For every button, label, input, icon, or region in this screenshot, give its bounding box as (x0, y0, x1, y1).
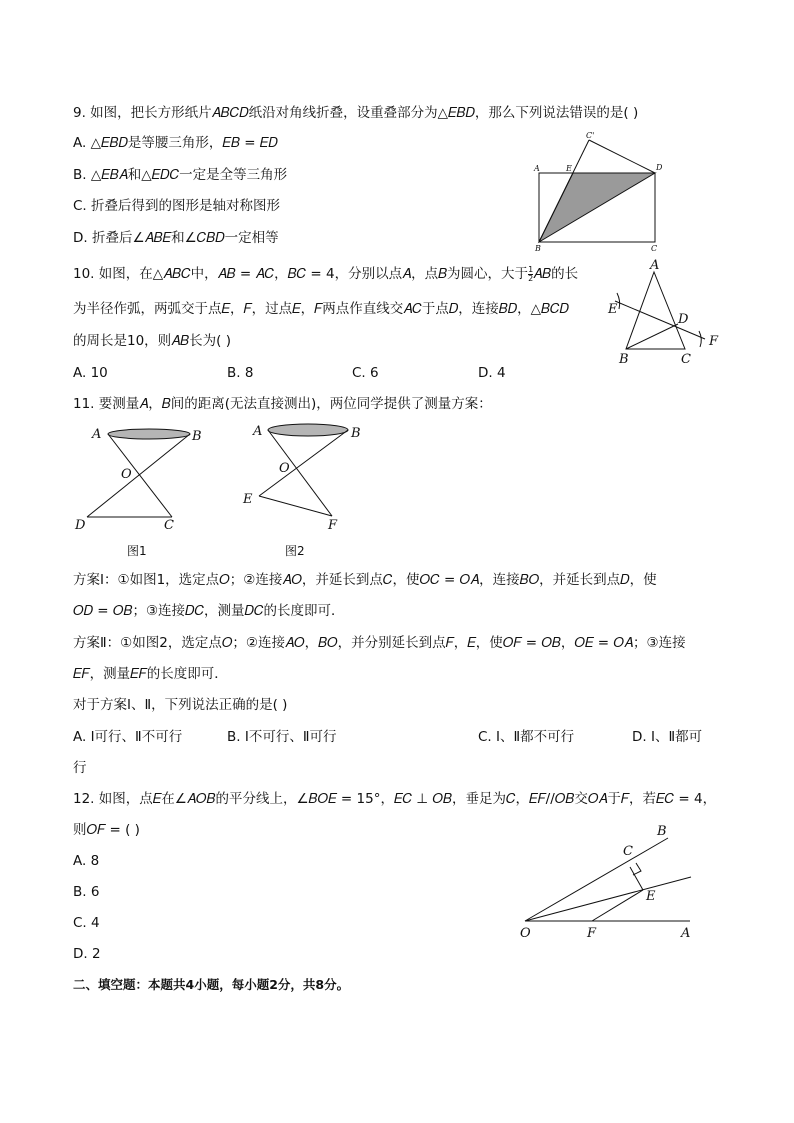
q10-option-a: A. 10 (73, 365, 108, 381)
q10-arc-f (699, 331, 701, 347)
q11-fig2-label-f: F (328, 518, 338, 533)
q11-fig1-label-c: C (164, 518, 174, 533)
q10-line1-before: 10. 如图，在△𝐴𝐵𝐶中，𝐴𝐵 = 𝐴𝐶，𝐵𝐶 = 4，分别以点𝐴，点𝐵为圆心，大于 (73, 266, 529, 282)
q11-fig1-label-b: B (192, 429, 202, 444)
q9-option-c: C. 折叠后得到的图形是轴对称图形 (73, 198, 281, 214)
q11-fig2-label-e: E (243, 492, 253, 507)
q12-label-o: O (520, 926, 531, 941)
q11-fig2-line-be (259, 430, 348, 496)
q11-fig1-line-bd (87, 434, 190, 517)
q11-fig1-label-a: A (92, 427, 102, 442)
q12-label-a: A (681, 926, 691, 941)
q10-label-d: D (678, 312, 689, 327)
q11-plan1-line1: 方案Ⅰ：①如图1，选定点𝑂；②连接𝐴𝑂，并延长到点𝐶，使𝑂𝐶 = 𝑂𝐴，连接𝐵𝑂，并延长到点𝐷，使 (73, 572, 657, 588)
q11-fig2-caption: 图2 (285, 544, 305, 558)
q12-line1: 12. 如图，点𝐸在∠𝐴𝑂𝐵的平分线上，∠𝐵𝑂𝐸 = 15°，𝐸𝐶 ⊥ 𝑂𝐵，垂足为𝐶，𝐸𝐹//𝑂𝐵交𝑂𝐴于𝐹，若𝐸𝐶 = 4， (73, 791, 717, 807)
q11-option-d-wrap: 行 (73, 760, 87, 776)
q9-fold-line-cd (589, 140, 655, 173)
q10-perpendicular-ef (615, 301, 705, 339)
q12-segment-fe (592, 890, 643, 921)
q11-fig1-caption: 图1 (127, 544, 147, 558)
q11-figure-2 (240, 420, 380, 562)
q12-label-b: B (657, 824, 667, 839)
q10-line2: 为半径作弧，两弧交于点𝐸，𝐹，过点𝐸，𝐹两点作直线交𝐴𝐶于点𝐷，连接𝐵𝐷，△𝐵𝐶𝐷 (73, 301, 569, 317)
q10-triangle-abc (626, 272, 685, 349)
q9-label-d: D (656, 163, 663, 172)
q11-stem: 11. 要测量𝐴，𝐵间的距离(无法直接测出)，两位同学提供了测量方案： (73, 396, 492, 412)
q9-option-b: B. △𝐸𝐵𝐴和△𝐸𝐷𝐶一定是全等三角形 (73, 167, 288, 183)
q11-fig1-label-d: D (75, 518, 86, 533)
q11-fig2-line-ae (259, 430, 268, 496)
q10-option-b: B. 8 (227, 365, 254, 381)
q9-label-a: A (534, 164, 540, 173)
q9-option-d: D. 折叠后∠𝐴𝐵𝐸和∠𝐶𝐵𝐷一定相等 (73, 230, 279, 246)
q9-label-c-prime: C' (586, 131, 595, 140)
q12-option-d: D. 2 (73, 946, 101, 962)
q10-label-a: A (650, 258, 660, 273)
q10-figure (605, 255, 725, 370)
q11-fig2-line-af (268, 430, 332, 516)
q10-frac-num: 1 (528, 264, 534, 274)
q11-fig2-label-b: B (351, 426, 361, 441)
q9-label-c: C (651, 244, 658, 253)
q12-line2: 则𝑂𝐹 = ( ) (73, 822, 140, 838)
q10-label-e: E (608, 302, 618, 317)
q11-fig2-ellipse (268, 424, 348, 436)
q12-option-c: C. 4 (73, 915, 100, 931)
q10-line1 (73, 264, 578, 284)
q12-option-a: A. 8 (73, 853, 100, 869)
q10-label-b: B (619, 352, 629, 367)
q10-line3: 的周长是10，则𝐴𝐵长为( ) (73, 333, 231, 349)
q9-label-b: B (535, 244, 541, 253)
q11-fig2-label-a: A (253, 424, 263, 439)
q10-label-f: F (709, 334, 719, 349)
q11-plan2-line2: 𝐸𝐹，测量𝐸𝐹的长度即可． (73, 666, 228, 682)
q9-stem: 9. 如图，把长方形纸片𝐴𝐵𝐶𝐷纸沿对角线折叠，设重叠部分为△𝐸𝐵𝐷，那么下列说法错误的是( ) (73, 105, 639, 121)
q10-label-c: C (681, 352, 691, 367)
q10-line1-after: 𝐴𝐵的长 (533, 266, 579, 282)
q12-label-e: E (646, 889, 656, 904)
q10-option-c: C. 6 (352, 365, 379, 381)
q11-option-a: A. Ⅰ可行、Ⅱ不可行 (73, 729, 183, 745)
q11-fig1-ellipse (108, 429, 190, 439)
q12-label-f: F (587, 926, 597, 941)
q12-right-angle-mark (633, 863, 641, 875)
q10-frac-den: 2 (528, 273, 534, 283)
q9-option-a: A. △𝐸𝐵𝐷是等腰三角形，𝐸𝐵 = 𝐸𝐷 (73, 135, 278, 151)
q11-fig2-label-o: O (279, 461, 290, 476)
q11-fig2-line-ef (259, 496, 332, 516)
q11-question: 对于方案Ⅰ、Ⅱ，下列说法正确的是( ) (73, 697, 288, 713)
q11-plan1-line2: 𝑂𝐷 = 𝑂𝐵；③连接𝐷𝐶，测量𝐷𝐶的长度即可． (73, 603, 345, 619)
q12-figure (510, 820, 700, 945)
q11-figure-1 (70, 420, 200, 562)
q11-option-b: B. Ⅰ不可行、Ⅱ可行 (227, 729, 337, 745)
q10-option-d: D. 4 (478, 365, 506, 381)
q12-bisector-oe (525, 877, 691, 921)
q11-option-d: D. Ⅰ、Ⅱ都可 (632, 729, 703, 745)
q9-figure (530, 128, 670, 253)
q11-fig1-line-ac (108, 434, 172, 517)
section-2-heading: 二、填空题：本题共4小题，每小题2分，共8分。 (73, 977, 350, 992)
q12-ray-ob (525, 838, 668, 921)
q12-label-c: C (623, 844, 633, 859)
q11-option-c: C. Ⅰ、Ⅱ都不可行 (478, 729, 575, 745)
q9-label-e: E (566, 164, 572, 173)
q11-plan2-line1: 方案Ⅱ：①如图2，选定点𝑂；②连接𝐴𝑂，𝐵𝑂，并分别延长到点𝐹，𝐸，使𝑂𝐹 = 𝑂𝐵，𝑂𝐸 = 𝑂𝐴；③连接 (73, 635, 686, 651)
q12-option-b: B. 6 (73, 884, 100, 900)
q11-fig1-label-o: O (121, 467, 132, 482)
